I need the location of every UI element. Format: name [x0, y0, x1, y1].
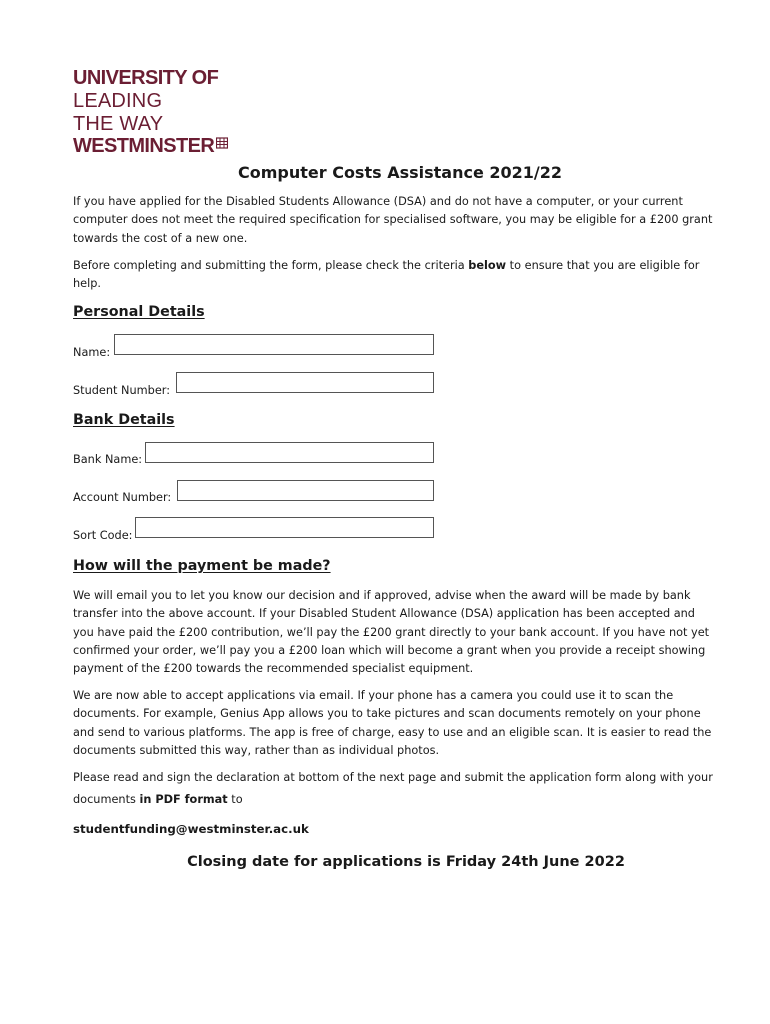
contact-email: studentfunding@westminster.ac.uk: [73, 822, 309, 836]
sort-code-label: Sort Code:: [73, 529, 133, 542]
intro-paragraph: If you have applied for the Disabled Students Allowance (DSA) and do not have a computer, or your current computer does not meet the required specification for specialised software, you may be eligible for a £200 grant towards the cost of a new one.: [73, 195, 713, 245]
submission-text-b: to: [227, 793, 243, 806]
student-number-input[interactable]: [176, 372, 434, 393]
bank-details-heading: Bank Details: [73, 412, 175, 428]
logo-line-4: WESTMINSTER: [73, 135, 215, 157]
submission-paragraph: [73, 767, 713, 811]
name-label: Name:: [73, 346, 111, 359]
closing-date: Closing date for applications is Friday 24th June 2022: [187, 854, 625, 870]
account-number-label: Account Number:: [73, 491, 172, 504]
portcullis-icon: [216, 137, 228, 149]
criteria-text-bold: below: [468, 259, 507, 272]
sort-code-input[interactable]: [135, 517, 434, 538]
criteria-paragraph: [73, 257, 713, 294]
logo-line-1: UNIVERSITY OF: [73, 67, 219, 89]
payment-paragraph-2: We are now able to accept applications via email. If your phone has a camera you could use it to scan the documents. For example, Genius App allows you to take pictures and scan documents remotely on your phone and send to various platforms. The app is free of charge, easy to use and an eligible scan. It is easier to read the documents submitted this way, rather than as individual photos.: [73, 689, 712, 757]
personal-details-heading: Personal Details: [73, 304, 205, 320]
student-number-label: Student Number:: [73, 384, 171, 397]
name-input[interactable]: [114, 334, 434, 355]
bank-name-input[interactable]: [145, 442, 434, 463]
logo-line-3: THE WAY: [73, 113, 164, 135]
pdf-format-text: in PDF format: [139, 793, 228, 806]
account-number-input[interactable]: [177, 480, 434, 501]
payment-paragraph-1: We will email you to let you know our decision and if approved, advise when the award will be made by bank transfer into the above account. If your Disabled Student Allowance (DSA) application has been accepted and you have paid the £200 contribution, we’ll pay the £200 grant directly to your bank account. If you have not yet confirmed your order, we’ll pay you a £200 loan which will become a grant when you provide a receipt showing payment of the £200 towards the recommended specialist equipment.: [73, 589, 710, 676]
submission-text-a: Please read and sign the declaration at bottom of the next page and submit the application form along with your documents: [73, 771, 713, 806]
page-title: Computer Costs Assistance 2021/22: [237, 163, 563, 182]
criteria-text-a: Before completing and submitting the form, please check the criteria: [73, 259, 469, 272]
bank-name-label: Bank Name:: [73, 453, 143, 466]
criteria-text-b: to ensure that you are eligible for help.: [73, 259, 700, 291]
logo-line-4-wrap: [73, 136, 228, 156]
payment-heading: How will the payment be made?: [73, 558, 331, 574]
logo-line-2: LEADING: [73, 90, 163, 112]
